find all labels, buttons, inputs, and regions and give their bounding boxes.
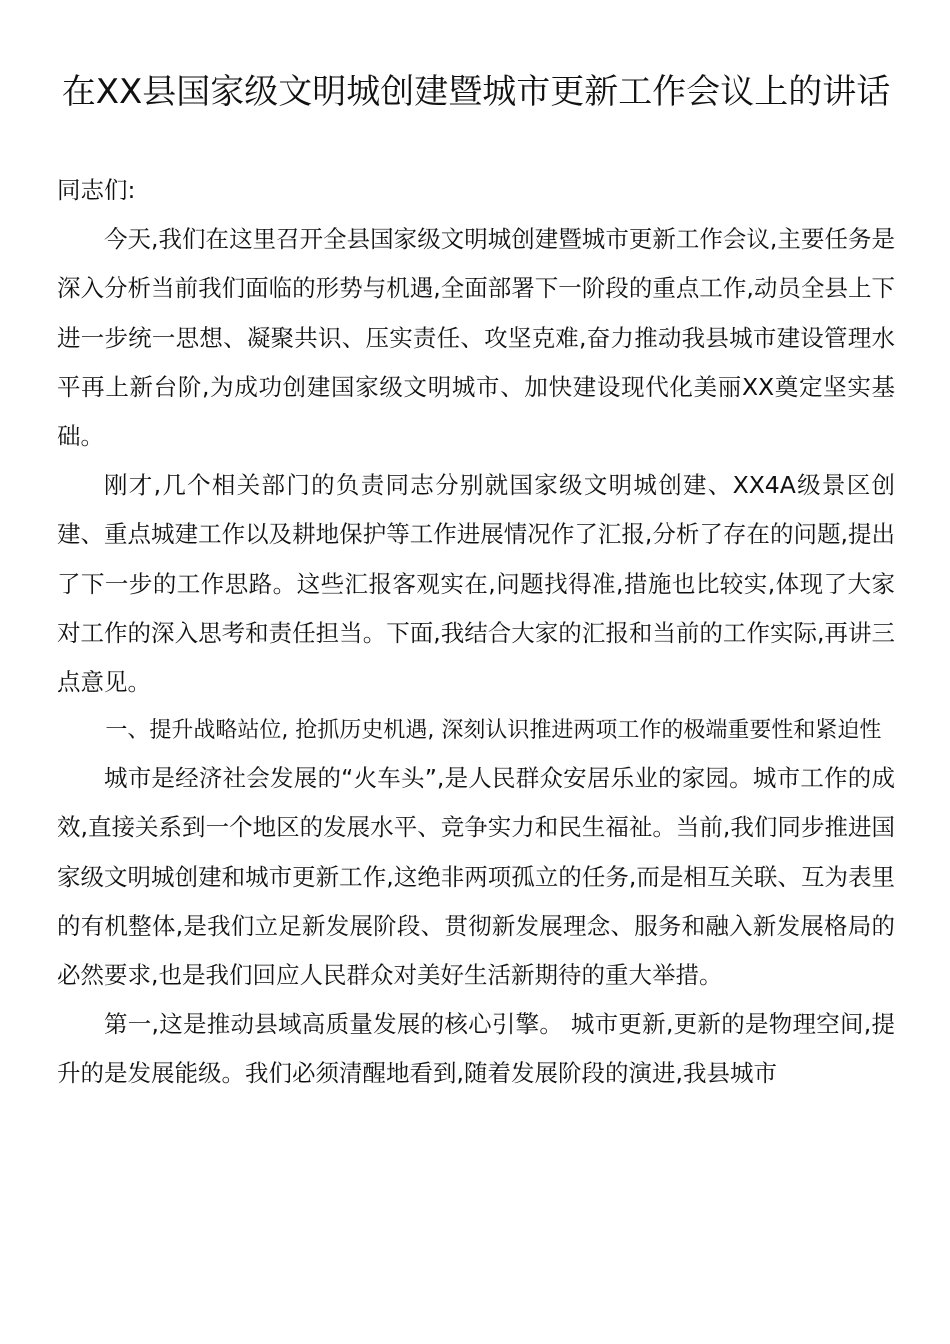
- salutation: 同志们:: [57, 176, 136, 204]
- section-heading-1: 一、提升战略站位, 抢抓历史机遇, 深刻认识推进两项工作的极端重要性和紧迫性: [105, 718, 882, 744]
- paragraph-opening: 今天,我们在这里召开全县国家级文明城创建暨城市更新工作会议,主要任务是深入分析当前我们面临的形势与机遇,全面部署下一阶段的重点工作,动员全县上下进一步统一思想、凝聚共识、压实责任、攻坚克难,奋力推动我县城市建设管理水平再上新台阶,为成功创建国家级文明城市、加快建设现代化美丽XX奠定坚实基础。: [57, 225, 895, 451]
- paragraph-reports: 刚才,几个相关部门的负责同志分别就国家级文明城创建、XX4A级景区创建、重点城建工作以及耕地保护等工作进展情况作了汇报,分析了存在的问题,提出了下一步的工作思路。这些汇报客观实在,问题找得准,措施也比较实,体现了大家对工作的深入思考和责任担当。下面,我结合大家的汇报和当前的工作实际,再讲三点意见。: [57, 471, 895, 697]
- paragraph-city-importance: 城市是经济社会发展的“火车头”,是人民群众安居乐业的家园。城市工作的成效,直接关系到一个地区的发展水平、竞争实力和民生福祉。当前,我们同步推进国家级文明城创建和城市更新工作,这绝非两项孤立的任务,而是相互关联、互为表里的有机整体,是我们立足新发展阶段、贯彻新发展理念、服务和融入新发展格局的必然要求,也是我们回应人民群众对美好生活新期待的重大举措。: [57, 764, 895, 990]
- document-body: [57, 166, 895, 1099]
- paragraph-first-point: 第一,这是推动县域高质量发展的核心引擎。 城市更新,更新的是物理空间,提升的是发展能级。我们必须清醒地看到,随着发展阶段的演进,我县城市: [57, 1010, 895, 1088]
- document-page: [57, 68, 895, 1099]
- document-title: 在XX县国家级文明城创建暨城市更新工作会议上的讲话: [61, 72, 891, 112]
